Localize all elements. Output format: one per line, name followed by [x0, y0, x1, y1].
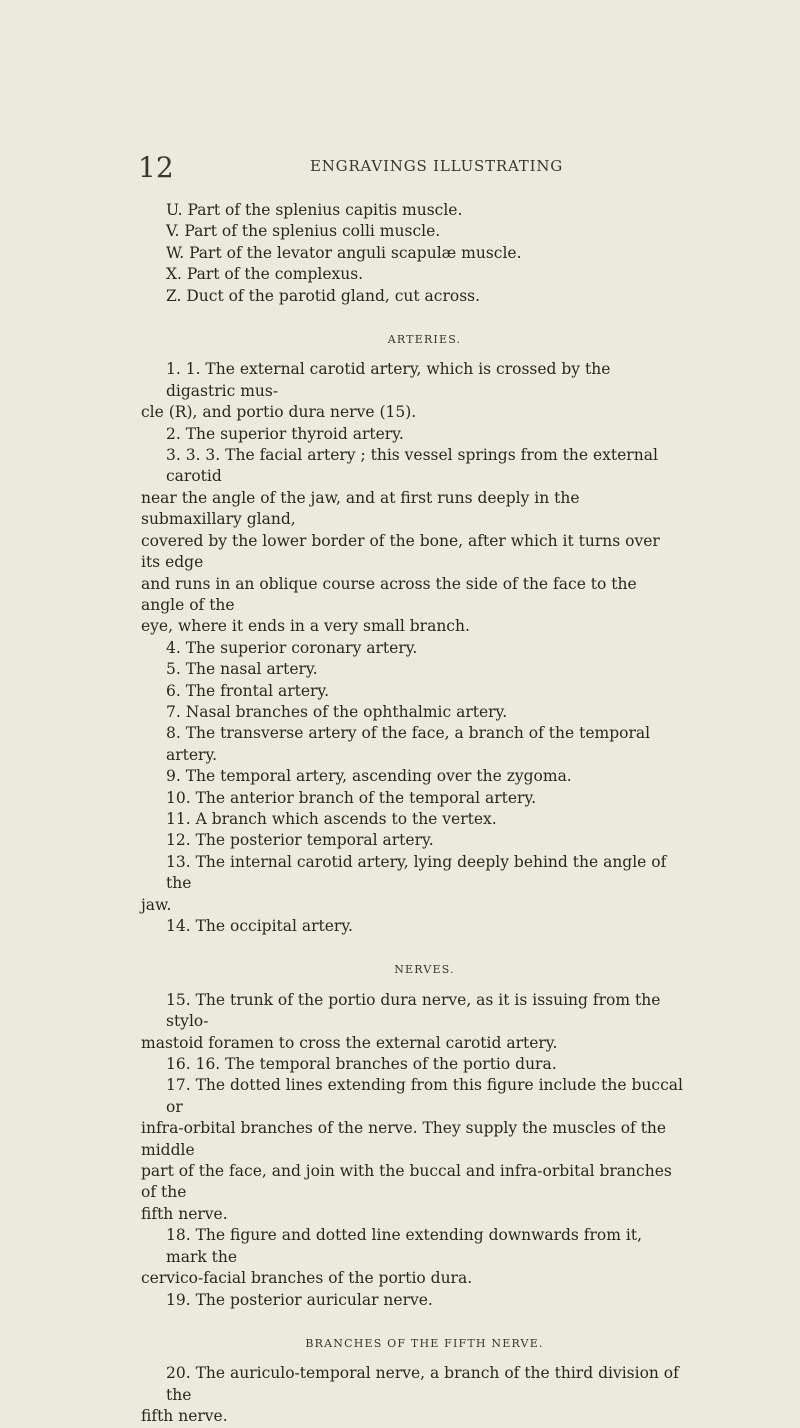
list-line: 18. The figure and dotted line extending downwards from it, mark the: [166, 1226, 643, 1266]
list-line: eye, where it ends in a very small branch.: [141, 617, 470, 636]
page-body: [141, 200, 683, 1428]
list-line: 8. The transverse artery of the face, a branch of the temporal artery.: [166, 724, 651, 764]
list-line: cle (R), and portio dura nerve (15).: [141, 403, 417, 422]
list-line: 2. The superior thyroid artery.: [166, 424, 404, 443]
legend-item-z: Z. Duct of the parotid gland, cut across.: [166, 286, 481, 305]
list-line: 14. The occipital artery.: [166, 917, 353, 935]
list-line: 15. The trunk of the portio dura nerve, as it is issuing from the stylo-: [166, 990, 661, 1031]
legend-item-x: X. Part of the complexus.: [166, 265, 364, 284]
legend-item-v: V. Part of the splenius colli muscle.: [166, 222, 441, 241]
muscle-legend: [166, 200, 683, 307]
list-line: 6. The frontal artery.: [166, 681, 330, 700]
page-number: 12: [138, 151, 174, 184]
list-line: 7. Nasal branches of the ophthalmic artery.: [166, 702, 508, 721]
legend-item-w: W. Part of the levator anguli scapulæ muscle.: [166, 243, 522, 262]
list-line: 16. 16. The temporal branches of the portio dura.: [166, 1055, 557, 1074]
list-line: fifth nerve.: [141, 1407, 228, 1426]
list-line: 13. The internal carotid artery, lying deeply behind the angle of the: [166, 852, 667, 893]
list-line: 1. 1. The external carotid artery, which is crossed by the digastric mus-: [166, 360, 611, 400]
nerves-list: [141, 990, 683, 1311]
list-line: 4. The superior coronary artery.: [166, 638, 418, 657]
list-line: near the angle of the jaw, and at first runs deeply in the submaxillary gland,: [141, 488, 580, 529]
arteries-list: [141, 359, 683, 937]
list-line: mastoid foramen to cross the external carotid artery.: [141, 1033, 558, 1052]
nerves-heading: NERVES.: [394, 963, 455, 977]
list-line: infra-orbital branches of the nerve. They supply the muscles of the middle: [141, 1119, 667, 1159]
list-line: jaw.: [141, 895, 172, 914]
fifth-nerve-heading: BRANCHES OF THE FIFTH NERVE.: [305, 1336, 544, 1350]
list-line: covered by the lower border of the bone, after which it turns over its edge: [141, 531, 660, 572]
running-title: ENGRAVINGS ILLUSTRATING: [310, 157, 564, 175]
legend-item-u: U. Part of the splenius capitis muscle.: [166, 201, 463, 219]
running-header: [138, 148, 638, 188]
list-line: 17. The dotted lines extending from this figure include the buccal or: [166, 1076, 683, 1116]
list-line: part of the face, and join with the buccal and infra-orbital branches of the: [141, 1162, 672, 1202]
list-line: 20. The auriculo-temporal nerve, a branch of the third division of the: [166, 1364, 679, 1404]
list-line: 5. The nasal artery.: [166, 660, 318, 679]
list-line: and runs in an oblique course across the side of the face to the angle of the: [141, 574, 637, 614]
list-line: fifth nerve.: [141, 1204, 228, 1223]
fifth-nerve-list: [141, 1363, 683, 1427]
list-line: 19. The posterior auricular nerve.: [166, 1290, 433, 1309]
list-line: 3. 3. 3. The facial artery ; this vessel springs from the external carotid: [166, 446, 658, 486]
list-line: 10. The anterior branch of the temporal artery.: [166, 788, 537, 807]
list-line: cervico-facial branches of the portio dura.: [141, 1269, 473, 1288]
list-line: 11. A branch which ascends to the vertex.: [166, 809, 497, 828]
list-line: 9. The temporal artery, ascending over the zygoma.: [166, 767, 572, 786]
arteries-heading: ARTERIES.: [387, 333, 462, 347]
list-line: 12. The posterior temporal artery.: [166, 831, 434, 850]
